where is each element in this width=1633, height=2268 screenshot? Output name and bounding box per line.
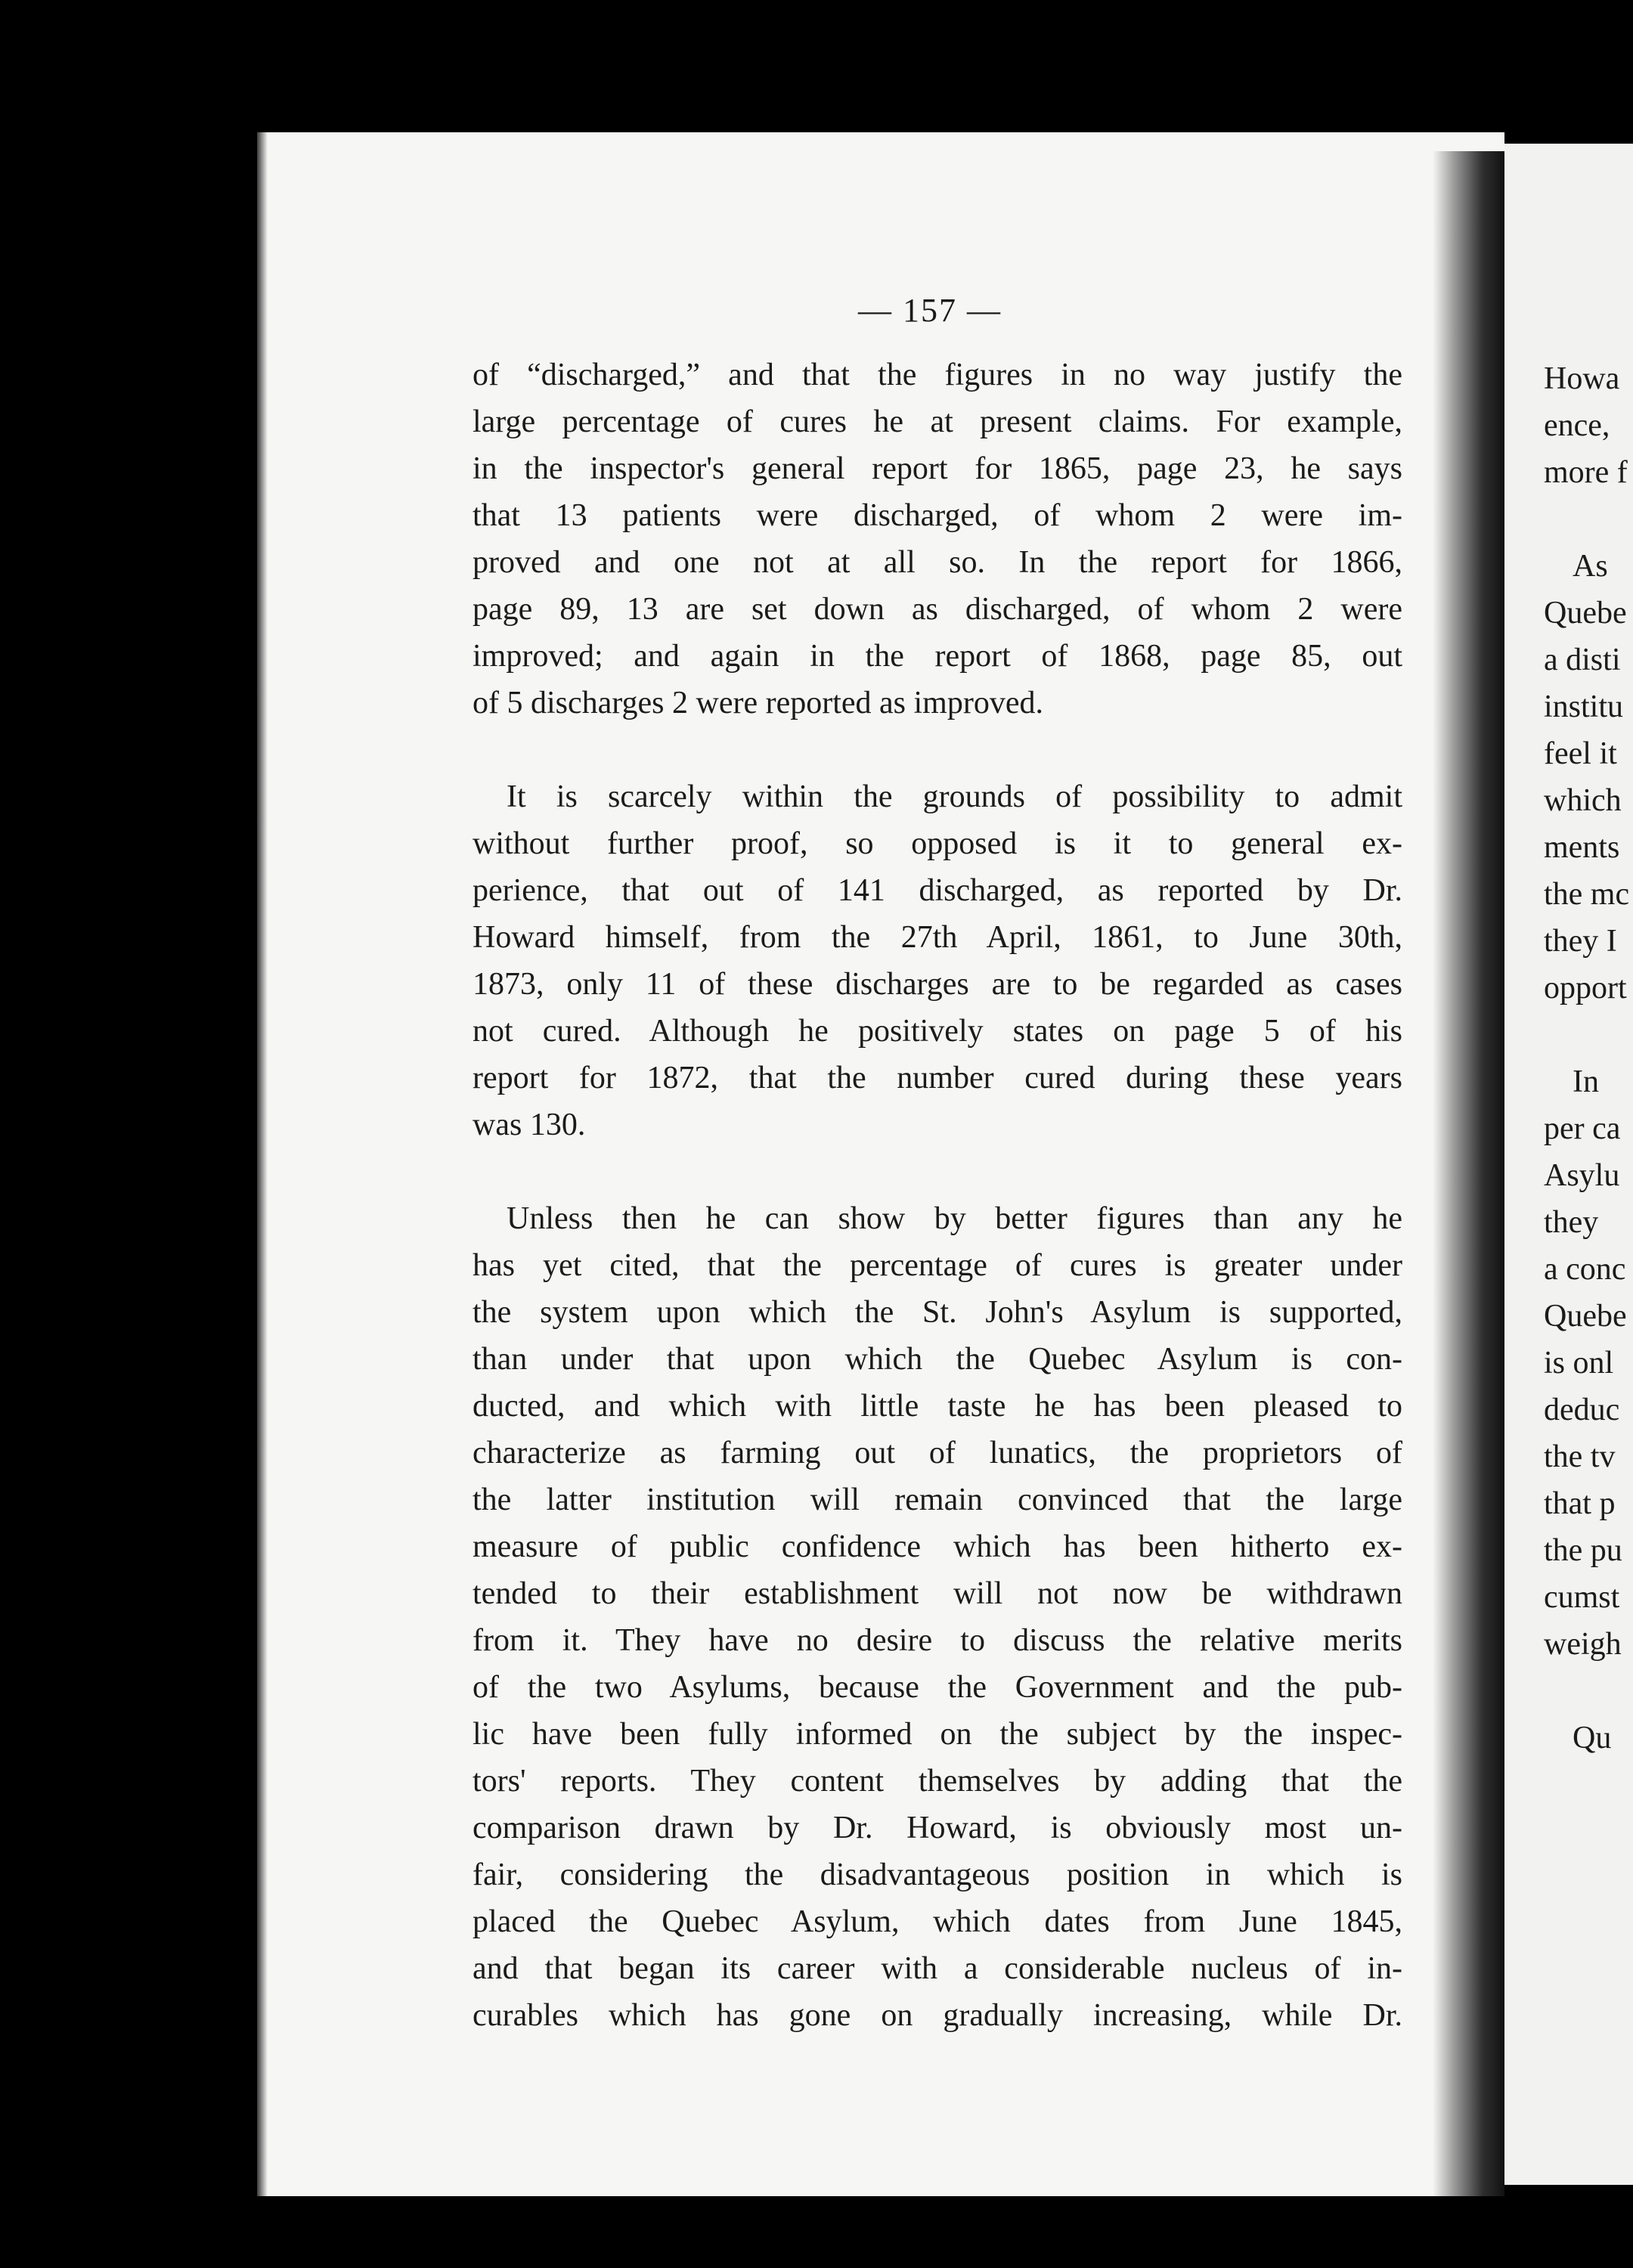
text-line: in the inspector's general report for 1865, page 23, he says: [473, 451, 1402, 486]
text-line: than under that upon which the Quebec Asylum is con-: [473, 1342, 1402, 1377]
text-line: of the two Asylums, because the Government and the pub-: [473, 1670, 1402, 1705]
text-line: 1873, only 11 of these discharges are to be regarded as cases: [473, 967, 1402, 1002]
text-line: proved and one not at all so. In the report for 1866,: [473, 545, 1402, 580]
facing-text-line: Howa: [1544, 361, 1620, 396]
facing-page-text: [1544, 355, 1633, 1761]
text-line: of 5 discharges 2 were reported as improved.: [473, 686, 1043, 720]
text-line: of “discharged,” and that the figures in no way justify the: [473, 358, 1402, 392]
page-number: — 157 —: [858, 292, 1002, 329]
facing-text-line: that p: [1544, 1486, 1616, 1521]
paragraph-3: [473, 1195, 1402, 2039]
facing-text-line: Asylu: [1544, 1158, 1620, 1193]
facing-text-line: weigh: [1544, 1627, 1622, 1662]
paragraph-2: [473, 773, 1402, 1148]
facing-text-line: In: [1573, 1064, 1599, 1099]
facing-text-line: a disti: [1544, 643, 1621, 677]
facing-text-line: more f: [1544, 455, 1628, 490]
text-line: not cured. Although he positively states on page 5 of his: [473, 1014, 1402, 1049]
text-line: without further proof, so opposed is it to general ex-: [473, 826, 1402, 861]
paragraph-1: [473, 352, 1402, 727]
facing-text-line: ence,: [1544, 408, 1610, 443]
text-line: the latter institution will remain convinced that the large: [473, 1483, 1402, 1517]
text-line: lic have been fully informed on the subject by the inspec-: [473, 1717, 1402, 1752]
facing-text-line: deduc: [1544, 1393, 1620, 1427]
facing-text-line: Quebe: [1544, 596, 1627, 631]
text-line: has yet cited, that the percentage of cures is greater under: [473, 1248, 1402, 1283]
facing-text-line: Qu: [1573, 1721, 1612, 1755]
text-line: characterize as farming out of lunatics, the proprietors of: [473, 1436, 1402, 1470]
facing-text-line: institu: [1544, 689, 1624, 724]
facing-text-line: the pu: [1544, 1533, 1622, 1568]
text-line: that 13 patients were discharged, of whom 2 were im-: [473, 498, 1402, 533]
text-line: comparison drawn by Dr. Howard, is obviously most un-: [473, 1811, 1402, 1845]
facing-text-line: they I: [1544, 924, 1617, 959]
book-gutter-shadow: [1433, 151, 1504, 2196]
facing-text-line: cumst: [1544, 1580, 1620, 1615]
text-line: measure of public confidence which has been hitherto ex-: [473, 1529, 1402, 1564]
text-line: was 130.: [473, 1108, 586, 1142]
text-line: page 89, 13 are set down as discharged, of whom 2 were: [473, 592, 1402, 627]
text-line: from it. They have no desire to discuss the relative merits: [473, 1623, 1402, 1658]
text-line: curables which has gone on gradually increasing, while Dr.: [473, 1998, 1402, 2033]
text-line: tended to their establishment will not now be withdrawn: [473, 1576, 1402, 1611]
facing-text-line: is onl: [1544, 1346, 1614, 1380]
facing-text-line: opport: [1544, 971, 1627, 1005]
text-line: ducted, and which with little taste he has been pleased to: [473, 1389, 1402, 1424]
facing-text-line: which: [1544, 783, 1622, 818]
text-line: perience, that out of 141 discharged, as reported by Dr.: [473, 873, 1402, 908]
facing-text-line: a conc: [1544, 1252, 1626, 1287]
text-line: placed the Quebec Asylum, which dates from June 1845,: [473, 1904, 1402, 1939]
text-line: improved; and again in the report of 1868, page 85, out: [473, 639, 1402, 674]
facing-text-line: the tv: [1544, 1439, 1616, 1474]
text-line: large percentage of cures he at present claims. For example,: [473, 404, 1402, 439]
page-body-text: [473, 352, 1402, 2039]
facing-text-line: they: [1544, 1205, 1599, 1240]
text-line: tors' reports. They content themselves by adding that the: [473, 1764, 1402, 1799]
facing-text-line: Quebe: [1544, 1299, 1627, 1334]
text-line: the system upon which the St. John's Asylum is supported,: [473, 1295, 1402, 1330]
text-line: Unless then he can show by better figures than any he: [507, 1201, 1402, 1236]
facing-text-line: per ca: [1544, 1111, 1621, 1146]
facing-text-line: ments: [1544, 830, 1620, 865]
text-line: and that began its career with a considerable nucleus of in-: [473, 1951, 1402, 1986]
facing-text-line: the mc: [1544, 877, 1630, 912]
text-line: It is scarcely within the grounds of possibility to admit: [507, 779, 1402, 814]
text-line: fair, considering the disadvantageous position in which is: [473, 1857, 1402, 1892]
text-line: Howard himself, from the 27th April, 1861, to June 30th,: [473, 920, 1402, 955]
facing-text-line: feel it: [1544, 736, 1617, 771]
facing-text-line: As: [1573, 549, 1608, 584]
text-line: report for 1872, that the number cured during these years: [473, 1061, 1402, 1095]
